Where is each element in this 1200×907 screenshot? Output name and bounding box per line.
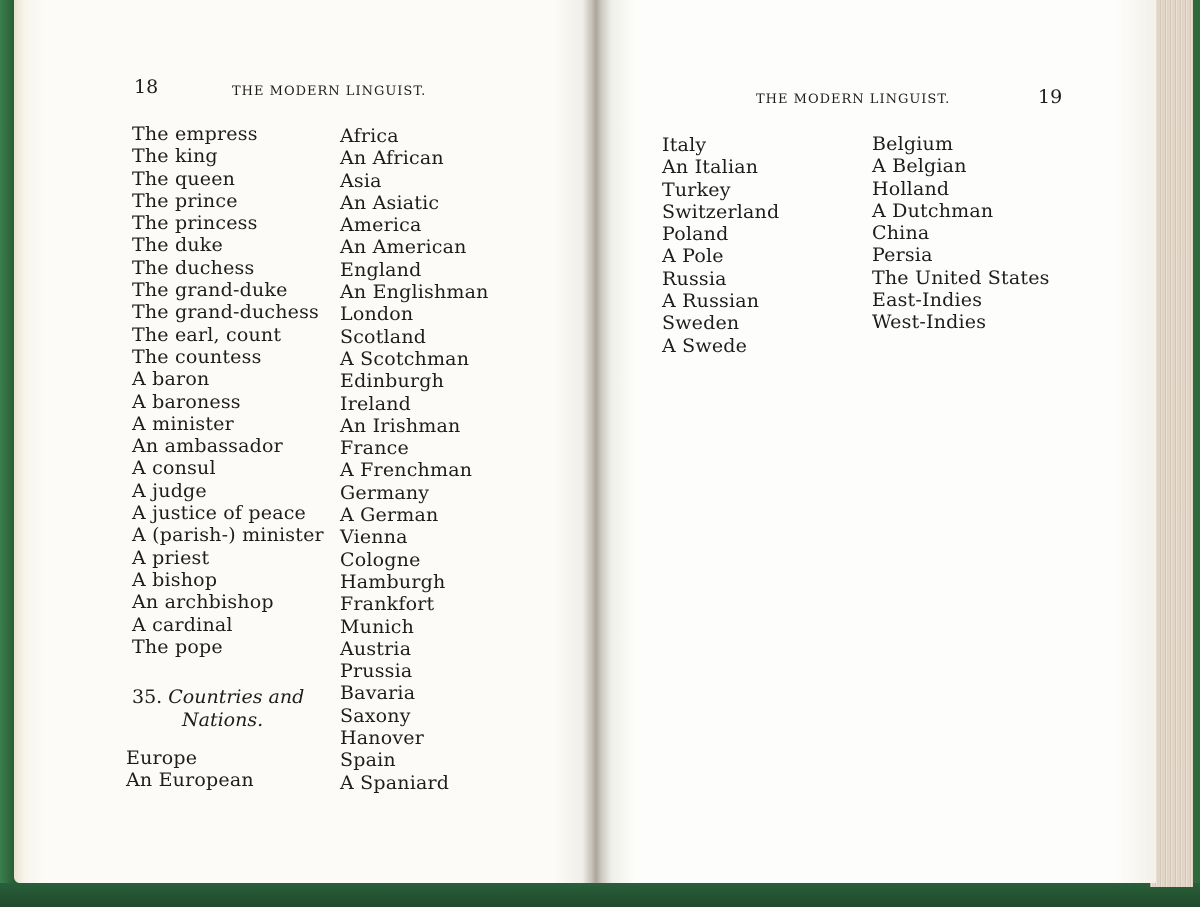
entry: A judge <box>132 479 207 502</box>
entry: A justice of peace <box>132 502 307 525</box>
entry: Frankfort <box>340 593 435 616</box>
entry: An archbishop <box>132 591 274 614</box>
entry: An ambassador <box>132 435 283 458</box>
right-column-2 <box>872 133 1050 334</box>
left-column-1-continued <box>126 747 254 792</box>
entry: Belgium <box>872 133 954 155</box>
section-heading <box>132 686 304 709</box>
entry: Hanover <box>340 727 425 750</box>
entry: Poland <box>662 223 729 246</box>
entry: Africa <box>340 125 399 147</box>
entry: The United States <box>872 266 1050 289</box>
entry: Munich <box>340 615 415 638</box>
entry: A Russian <box>662 290 760 313</box>
entry: A Pole <box>662 245 724 268</box>
entry: A consul <box>132 457 216 480</box>
entry: Germany <box>340 481 430 504</box>
entry: An American <box>340 236 467 259</box>
entry: The king <box>132 145 218 168</box>
entry: The earl, count <box>132 323 282 346</box>
running-head-left: THE MODERN LINGUIST. <box>232 84 427 99</box>
entry: China <box>872 222 930 245</box>
left-column-2 <box>340 125 489 794</box>
entry: A cardinal <box>132 613 233 636</box>
book-gutter <box>582 0 612 883</box>
entry: The grand-duchess <box>132 301 320 324</box>
page-number-left: 18 <box>134 76 159 98</box>
entry: A baroness <box>132 390 241 413</box>
entry: Europe <box>126 747 198 769</box>
entry: The prince <box>132 189 238 212</box>
book-cover-bottom <box>0 883 1200 907</box>
entry: A minister <box>132 412 234 435</box>
entry: West-Indies <box>872 311 987 334</box>
entry: A German <box>340 504 439 527</box>
entry: London <box>340 303 414 326</box>
entry: East-Indies <box>872 289 983 312</box>
entry: The grand-duke <box>132 279 288 302</box>
right-page <box>596 0 1156 883</box>
entry: Bavaria <box>340 682 416 705</box>
entry: Vienna <box>340 526 408 549</box>
entry: An Englishman <box>340 281 489 304</box>
entry: Persia <box>872 244 933 267</box>
entry: The princess <box>132 212 258 235</box>
entry: Prussia <box>340 660 413 683</box>
entry: The duchess <box>132 256 255 279</box>
entry: Russia <box>662 267 727 290</box>
section-heading-line-2 <box>182 709 263 732</box>
entry: A Dutchman <box>872 199 994 222</box>
entry: The pope <box>132 635 223 658</box>
entry: A (parish-) minister <box>132 524 324 547</box>
entry: An European <box>126 769 254 792</box>
entry: Edinburgh <box>340 370 445 393</box>
entry: A priest <box>132 546 210 569</box>
entry: America <box>340 214 422 237</box>
left-column-1 <box>132 123 324 658</box>
section-number: 35. <box>132 686 163 708</box>
running-head-right: THE MODERN LINGUIST. <box>756 92 951 107</box>
entry: Italy <box>662 134 707 156</box>
entry: A Scotchman <box>340 347 470 370</box>
page-fore-edge <box>1150 0 1193 887</box>
entry: The duke <box>132 234 223 257</box>
entry: France <box>340 437 409 460</box>
entry: Scotland <box>340 325 427 348</box>
entry: Asia <box>340 169 382 192</box>
entry: A baron <box>132 368 210 391</box>
left-page <box>14 0 596 883</box>
entry: The countess <box>132 345 262 368</box>
entry: The queen <box>132 167 236 190</box>
section-title-line-2: Nations. <box>182 709 264 731</box>
entry: Ireland <box>340 392 412 415</box>
entry: An African <box>340 147 444 170</box>
entry: Saxony <box>340 704 411 727</box>
entry: A Swede <box>662 334 748 357</box>
entry: Turkey <box>662 178 731 201</box>
entry: England <box>340 258 422 281</box>
entry: Austria <box>340 637 412 660</box>
entry: A Frenchman <box>340 459 473 482</box>
entry: The empress <box>132 123 258 145</box>
entry: Switzerland <box>662 200 780 223</box>
entry: A Belgian <box>872 155 967 178</box>
entry: A Spaniard <box>340 771 450 794</box>
entry: An Irishman <box>340 414 461 437</box>
entry: An Asiatic <box>340 191 440 214</box>
entry: A bishop <box>132 568 218 591</box>
entry: Spain <box>340 749 396 772</box>
entry: An Italian <box>662 156 759 179</box>
right-column-1 <box>662 134 779 357</box>
entry: Holland <box>872 177 950 200</box>
entry: Hamburgh <box>340 570 446 593</box>
entry: Cologne <box>340 548 421 571</box>
page-number-right: 19 <box>1038 86 1063 108</box>
section-title-line-1: Countries and <box>168 686 305 708</box>
entry: Sweden <box>662 312 740 335</box>
